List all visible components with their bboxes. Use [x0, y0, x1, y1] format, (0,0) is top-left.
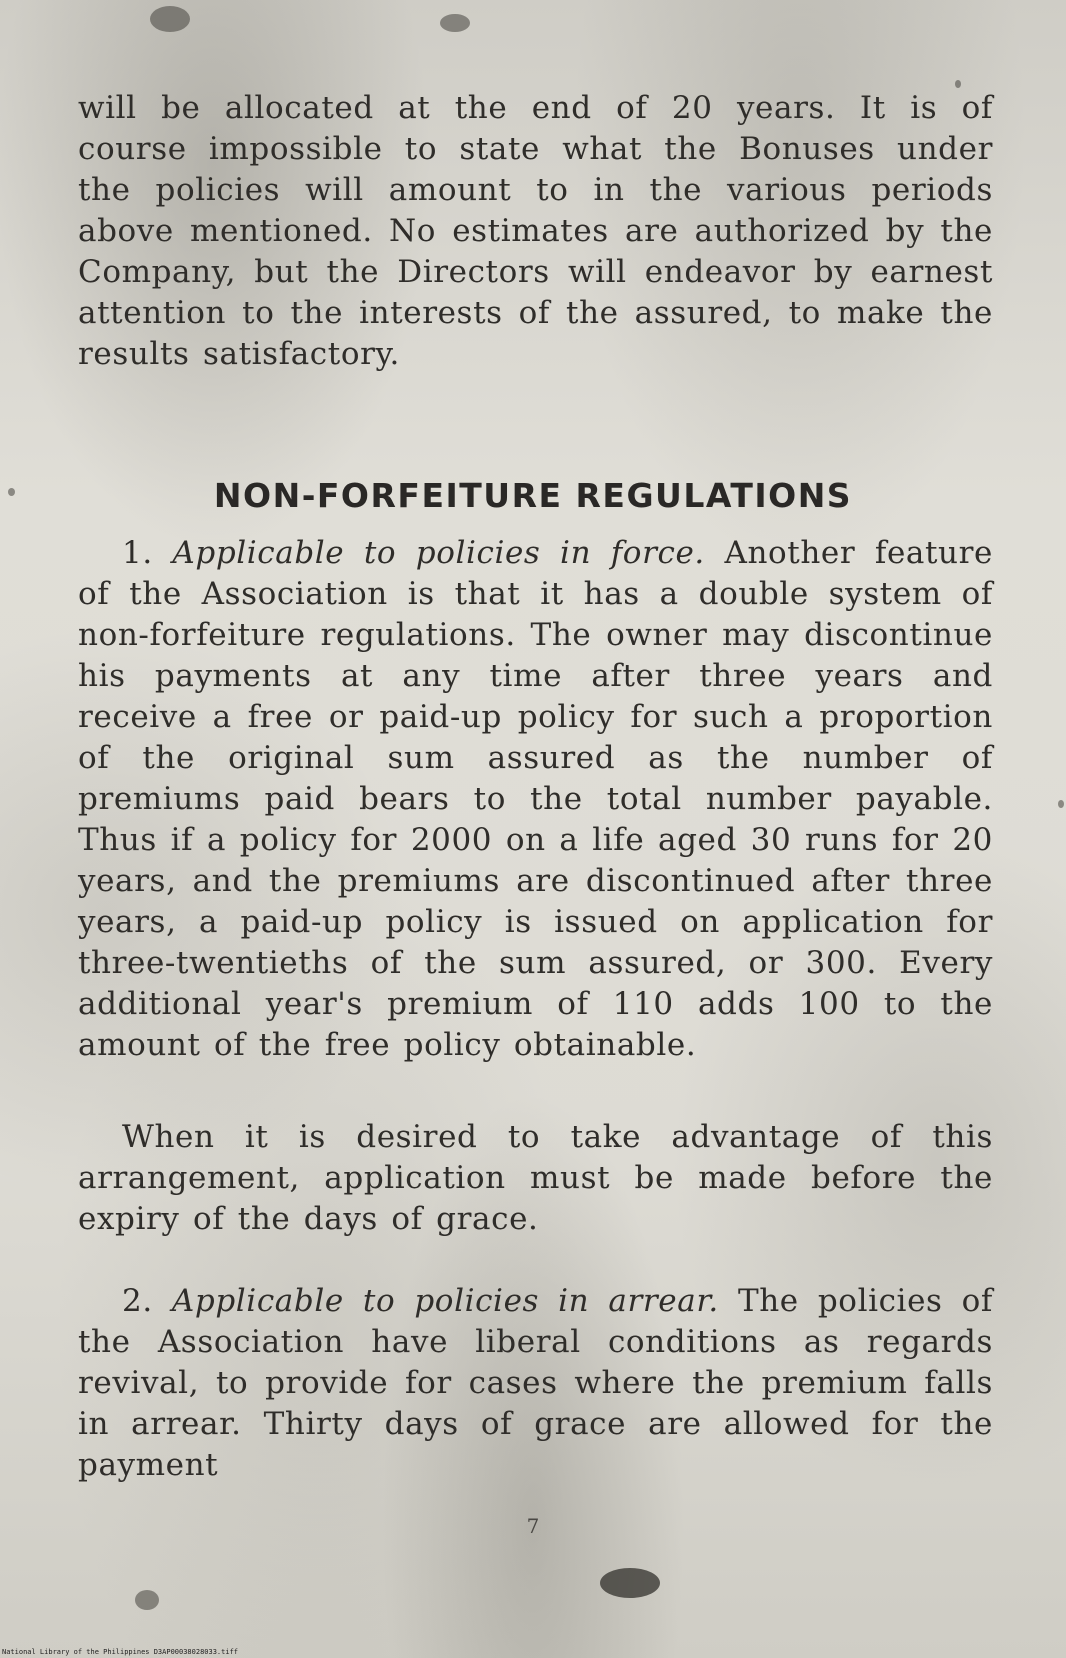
paragraph-3-body: The policies of the Association have liberal conditions as regards revival, to provide for cases where the premium falls in arrear. Thirty days of grace are allowed for the payment	[78, 1283, 993, 1483]
paragraph-continuation: will be allocated at the end of 20 years. It is of course impossible to state what the Bonuses under the policies will amount to in the various periods above mentioned. No estimates are authorized by the Company, but the Directors will endeavor by earnest attention to the interests of the assured, to make the results satisfactory.	[78, 90, 993, 372]
ink-blot	[135, 1590, 159, 1610]
archive-label: National Library of the Philippines D3AP00038028033.tiff	[2, 1648, 239, 1656]
page-number: 7	[526, 1514, 540, 1538]
ink-blot	[150, 6, 190, 32]
paragraph-1-lead: Applicable to policies in force.	[172, 535, 705, 571]
ink-blot	[955, 80, 961, 88]
paragraph-2: When it is desired to take advantage of this arrangement, application must be made before the expiry of the days of grace.	[78, 1119, 993, 1237]
paragraph-1-number: 1.	[122, 535, 153, 571]
ink-blot	[440, 14, 470, 32]
paragraph-3	[78, 1281, 993, 1486]
section-heading: NON-FORFEITURE REGULATIONS	[213, 476, 853, 515]
paragraph-3-lead: Applicable to policies in arrear.	[171, 1283, 719, 1319]
ink-blot	[600, 1568, 660, 1598]
paragraph-1	[78, 533, 993, 1066]
paragraph-3-number: 2.	[122, 1283, 153, 1319]
paragraph-1-body: Another feature of the Association is that it has a double system of non-forfeiture regulations. The owner may discontinue his payments at any time after three years and receive a free or paid-up policy for such a proportion of the original sum assured as the number of premiums paid bears to the total number payable. Thus if a policy for 2000 on a life aged 30 runs for 20 years, and the premiums are discontinued after three years, a paid-up policy is issued on application for three-twentieths of the sum assured, or 300. Every additional year's premium of 110 adds 100 to the amount of the free policy obtainable.	[78, 535, 993, 1063]
ink-blot	[1058, 800, 1064, 808]
